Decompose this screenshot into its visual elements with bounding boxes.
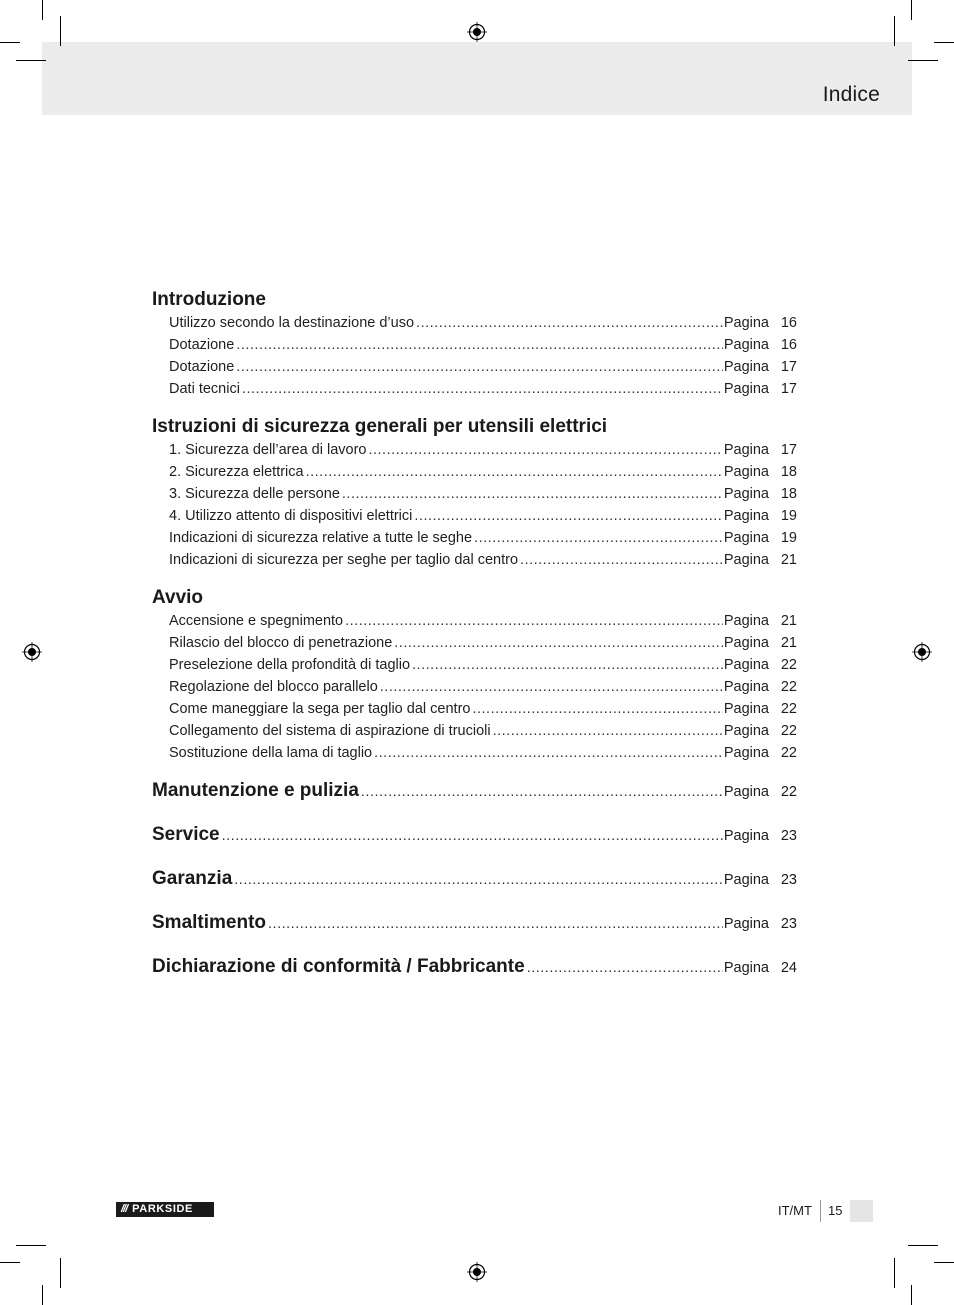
toc-entry[interactable] — [152, 439, 797, 461]
toc-entry-label: Indicazioni di sicurezza per seghe per taglio dal centro — [169, 552, 519, 568]
page-word: Pagina — [723, 828, 769, 844]
page-word: Pagina — [723, 381, 769, 397]
toc-main-entry-label: Manutenzione e pulizia — [152, 780, 359, 801]
page-word: Pagina — [723, 679, 769, 695]
crop-mark — [911, 0, 912, 20]
page-number: 22 — [780, 723, 797, 739]
crop-mark — [60, 16, 61, 46]
toc-entry-label: Dotazione — [169, 359, 235, 375]
page-number: 17 — [780, 442, 797, 458]
page-number: 22 — [780, 784, 797, 800]
toc-entry-label: Indicazioni di sicurezza relative a tutte le seghe — [169, 530, 473, 546]
page-number: 21 — [780, 552, 797, 568]
toc-entry[interactable] — [152, 549, 797, 571]
toc-entry-label: 2. Sicurezza elettrica — [169, 464, 304, 480]
page-number: 21 — [780, 635, 797, 651]
toc-main-entry[interactable] — [152, 912, 797, 940]
dot-leader — [236, 356, 723, 378]
crop-mark — [894, 1258, 895, 1288]
dot-leader — [394, 632, 723, 654]
page-word: Pagina — [723, 464, 769, 480]
toc-entry-label: Rilascio del blocco di penetrazione — [169, 635, 393, 651]
toc-entry[interactable] — [152, 610, 797, 632]
dot-leader — [268, 916, 723, 932]
toc-main-entry[interactable] — [152, 868, 797, 896]
crop-mark — [42, 1285, 43, 1305]
toc-entry-label: Come maneggiare la sega per taglio dal centro — [169, 701, 471, 717]
page-word: Pagina — [723, 745, 769, 761]
table-of-contents — [152, 288, 797, 984]
logo-stripes: /// — [121, 1203, 128, 1215]
crosshair-circle-icon — [467, 1262, 487, 1282]
page-word: Pagina — [723, 442, 769, 458]
dot-leader — [306, 461, 723, 483]
dot-leader — [412, 654, 723, 676]
footer-tab — [850, 1200, 873, 1222]
page-number: 17 — [780, 381, 797, 397]
section-title: Avvio — [152, 587, 204, 608]
crop-mark — [908, 1245, 938, 1246]
dot-leader — [345, 610, 723, 632]
dot-leader — [520, 549, 723, 571]
toc-entry-label: Dati tecnici — [169, 381, 240, 397]
toc-entry-label: Accensione e spegnimento — [169, 613, 344, 629]
page-number: 22 — [780, 657, 797, 673]
toc-entry[interactable] — [152, 676, 797, 698]
dot-leader — [234, 872, 723, 888]
toc-entry[interactable] — [152, 654, 797, 676]
page-word: Pagina — [723, 486, 769, 502]
page-number: 23 — [780, 828, 797, 844]
section-title: Introduzione — [152, 289, 266, 310]
dot-leader — [342, 483, 723, 505]
toc-entry-label: Sostituzione della lama di taglio — [169, 745, 373, 761]
page-number: 18 — [780, 486, 797, 502]
toc-entry[interactable] — [152, 378, 797, 400]
page-number: 19 — [780, 508, 797, 524]
dot-leader — [361, 784, 723, 800]
page-number: 22 — [780, 679, 797, 695]
page-word: Pagina — [723, 872, 769, 888]
toc-entry[interactable] — [152, 505, 797, 527]
page-number: 18 — [780, 464, 797, 480]
page-number-footer: 15 — [828, 1203, 843, 1218]
toc-entry[interactable] — [152, 720, 797, 742]
toc-entry[interactable] — [152, 312, 797, 334]
toc-main-entry-label: Garanzia — [152, 868, 233, 889]
toc-entry-label: Regolazione del blocco parallelo — [169, 679, 378, 695]
toc-entry[interactable] — [152, 461, 797, 483]
toc-entry-label: Utilizzo secondo la destinazione d’uso — [169, 315, 415, 331]
crop-mark — [908, 60, 938, 61]
page-number: 22 — [780, 745, 797, 761]
page-word: Pagina — [723, 530, 769, 546]
page-number: 22 — [780, 701, 797, 717]
toc-main-entry-label: Service — [152, 824, 220, 845]
toc-entry-label: Preselezione della profondità di taglio — [169, 657, 411, 673]
page-word: Pagina — [723, 701, 769, 717]
dot-leader — [493, 720, 723, 742]
page-number: 19 — [780, 530, 797, 546]
crop-mark — [911, 1285, 912, 1305]
crosshair-circle-icon — [467, 22, 487, 42]
dot-leader — [474, 527, 723, 549]
crop-mark — [16, 1245, 46, 1246]
page-number: 21 — [780, 613, 797, 629]
toc-entry-label: Collegamento del sistema di aspirazione di trucioli — [169, 723, 491, 739]
footer-divider — [820, 1200, 821, 1222]
dot-leader — [374, 742, 723, 764]
page-word: Pagina — [723, 916, 769, 932]
crop-mark — [934, 42, 954, 43]
dot-leader — [222, 828, 723, 844]
dot-leader — [414, 505, 722, 527]
page-number: 23 — [780, 916, 797, 932]
dot-leader — [236, 334, 723, 356]
dot-leader — [380, 676, 723, 698]
language-code: IT/MT — [778, 1203, 812, 1218]
page-word: Pagina — [723, 613, 769, 629]
dot-leader — [527, 960, 723, 976]
page-word: Pagina — [723, 723, 769, 739]
toc-entry[interactable] — [152, 632, 797, 654]
toc-entry[interactable] — [152, 334, 797, 356]
logo-text: PARKSIDE — [132, 1203, 193, 1215]
parkside-logo — [116, 1202, 214, 1217]
section-title: Istruzioni di sicurezza generali per utensili elettrici — [152, 416, 608, 437]
toc-main-entry-label: Smaltimento — [152, 912, 267, 933]
dot-leader — [368, 439, 722, 461]
page-word: Pagina — [723, 960, 769, 976]
crop-mark — [60, 1258, 61, 1288]
page-word: Pagina — [723, 635, 769, 651]
crop-mark — [16, 60, 46, 61]
toc-main-entry[interactable] — [152, 780, 797, 808]
crop-mark — [42, 0, 43, 20]
toc-entry-label: Dotazione — [169, 337, 235, 353]
page-word: Pagina — [723, 359, 769, 375]
toc-main-entry-label: Dichiarazione di conformità / Fabbricante — [152, 956, 525, 977]
page-number: 24 — [780, 960, 797, 976]
toc-entry-label: 1. Sicurezza dell’area di lavoro — [169, 442, 367, 458]
page-number: 17 — [780, 359, 797, 375]
page-word: Pagina — [723, 337, 769, 353]
crop-mark — [0, 1262, 20, 1263]
crop-mark — [0, 42, 20, 43]
toc-main-entry[interactable] — [152, 824, 797, 852]
dot-leader — [242, 378, 723, 400]
toc-entry-label: 3. Sicurezza delle persone — [169, 486, 340, 502]
page-number: 16 — [780, 337, 797, 353]
crop-mark — [934, 1262, 954, 1263]
page-number: 23 — [780, 872, 797, 888]
toc-entry-label: 4. Utilizzo attento di dispositivi elettrici — [169, 508, 413, 524]
toc-entry[interactable] — [152, 527, 797, 549]
header-band — [42, 42, 912, 115]
crosshair-circle-icon — [22, 642, 42, 662]
page-word: Pagina — [723, 508, 769, 524]
page-word: Pagina — [723, 552, 769, 568]
page-word: Pagina — [723, 784, 769, 800]
toc-entry[interactable] — [152, 483, 797, 505]
crop-mark — [894, 16, 895, 46]
toc-entry[interactable] — [152, 356, 797, 378]
toc-entry[interactable] — [152, 742, 797, 764]
dot-leader — [416, 312, 723, 334]
page-word: Pagina — [723, 315, 769, 331]
page-number: 16 — [780, 315, 797, 331]
page-title: Indice — [822, 83, 880, 106]
crosshair-circle-icon — [912, 642, 932, 662]
toc-entry[interactable] — [152, 698, 797, 720]
toc-main-entry[interactable] — [152, 956, 797, 984]
page-word: Pagina — [723, 657, 769, 673]
dot-leader — [472, 698, 722, 720]
